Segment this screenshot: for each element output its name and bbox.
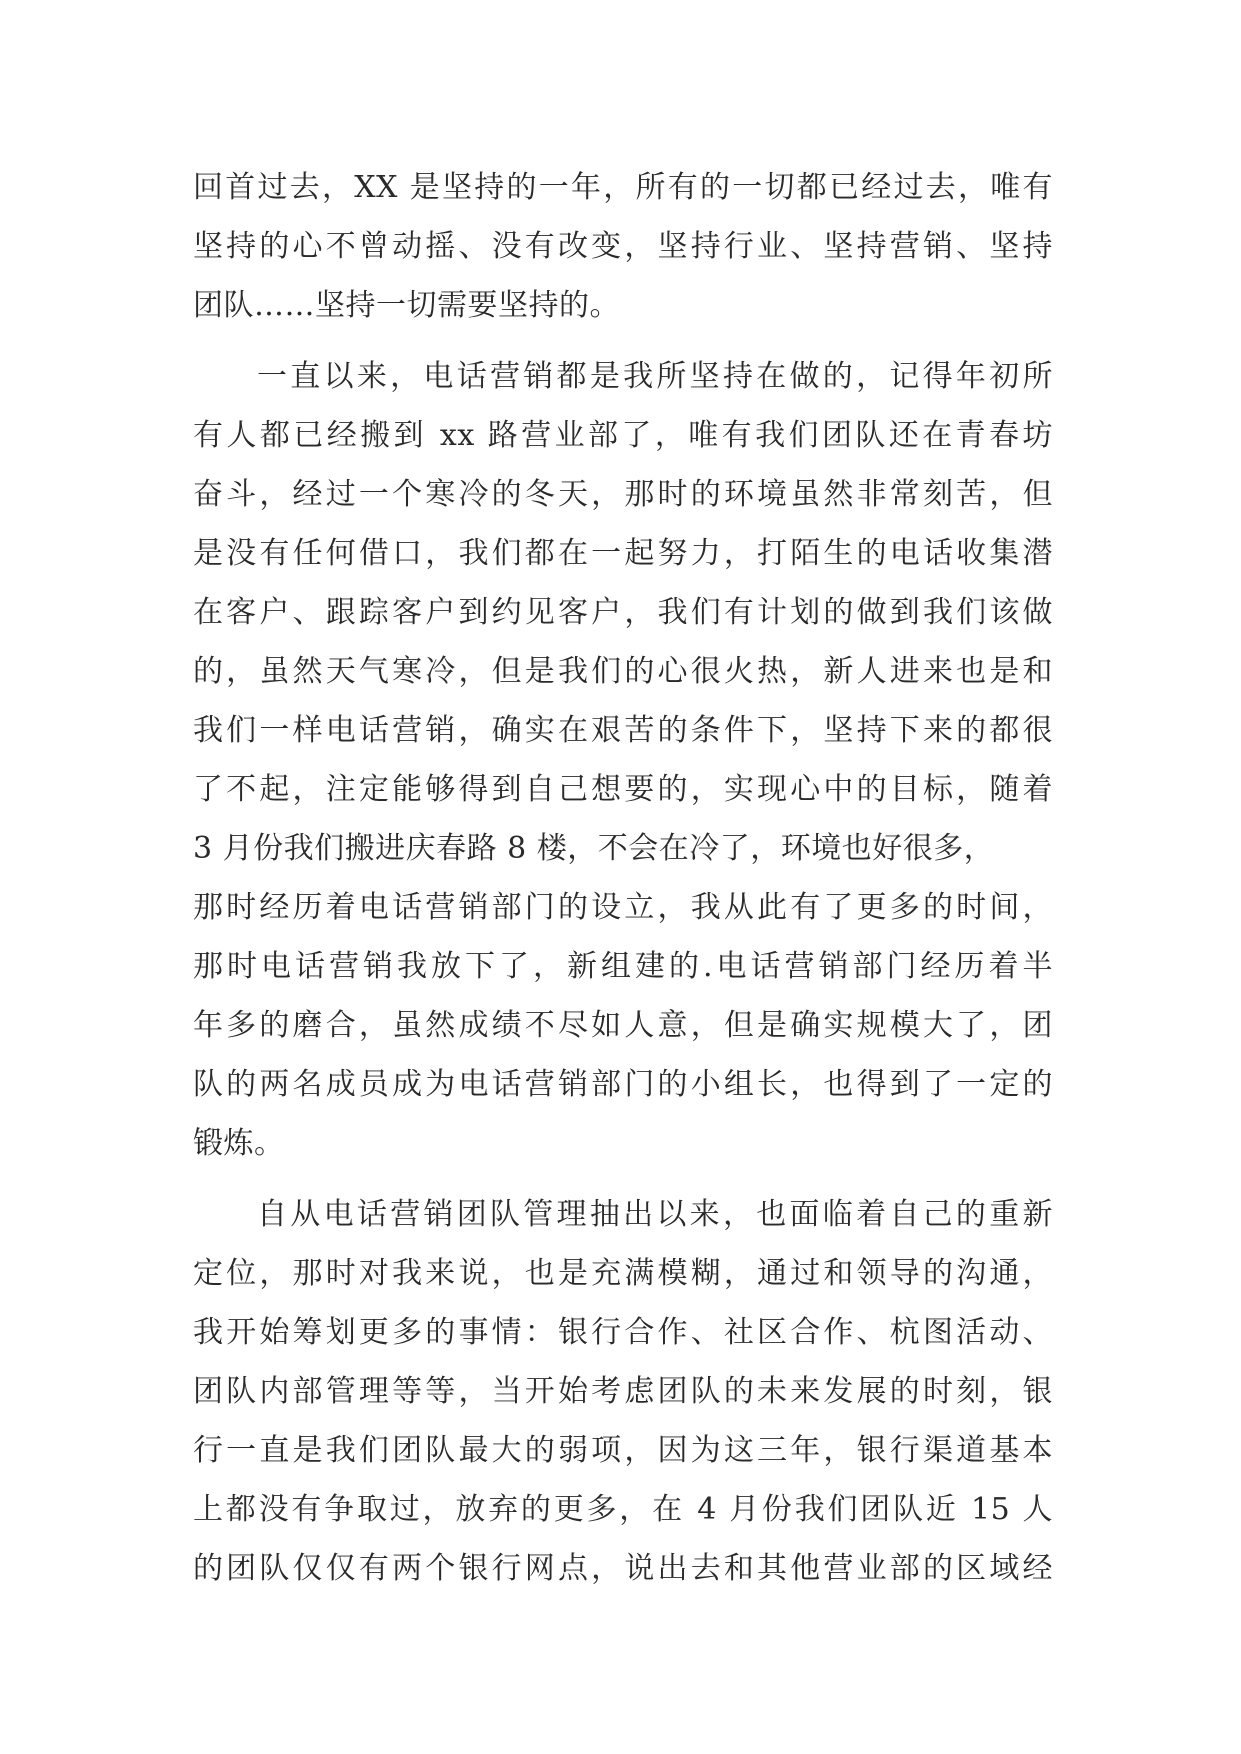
text-line: 自从电话营销团队管理抽出以来，也面临着自己的重新 [257, 1197, 1053, 1232]
text-line: 团队……坚持一切需要坚持的。 [193, 288, 620, 323]
text-line: 我们一样电话营销，确实在艰苦的条件下，坚持下来的都很 [193, 713, 1053, 748]
text-line: 那时电话营销我放下了，新组建的.电话营销部门经历着半 [193, 949, 1053, 984]
text-line: 锻炼。 [193, 1126, 285, 1161]
text-line: 有人都已经搬到 xx 路营业部了，唯有我们团队还在青春坊 [193, 418, 1053, 453]
text-line: 坚持的心不曾动摇、没有改变，坚持行业、坚持营销、坚持 [193, 229, 1053, 264]
text-line: 一直以来，电话营销都是我所坚持在做的，记得年初所 [257, 359, 1053, 394]
text-line: 定位，那时对我来说，也是充满模糊，通过和领导的沟通， [193, 1256, 1053, 1291]
text-line: 奋斗，经过一个寒冷的冬天，那时的环境虽然非常刻苦，但 [193, 477, 1053, 512]
text-line: 了不起，注定能够得到自己想要的，实现心中的目标，随着 [193, 772, 1053, 807]
text-line: 我开始筹划更多的事情：银行合作、社区合作、杭图活动、 [193, 1315, 1053, 1350]
text-line: 团队内部管理等等，当开始考虑团队的未来发展的时刻，银 [193, 1374, 1053, 1409]
text-line: 行一直是我们团队最大的弱项，因为这三年，银行渠道基本 [193, 1433, 1053, 1468]
text-line: 是没有任何借口，我们都在一起努力，打陌生的电话收集潜 [193, 536, 1053, 571]
text-line: 队的两名成员成为电话营销部门的小组长，也得到了一定的 [193, 1067, 1053, 1102]
paragraph-3 [193, 1185, 1053, 1598]
text-line: 的，虽然天气寒冷，但是我们的心很火热，新人进来也是和 [193, 654, 1053, 689]
text-line: 在客户、跟踪客户到约见客户，我们有计划的做到我们该做 [193, 595, 1053, 630]
paragraph-1 [193, 158, 1053, 335]
text-line: 年多的磨合，虽然成绩不尽如人意，但是确实规模大了，团 [193, 1008, 1053, 1043]
text-line: 回首过去，XX 是坚持的一年，所有的一切都已经过去，唯有 [193, 170, 1053, 205]
text-line: 上都没有争取过，放弃的更多，在 4 月份我们团队近 15 人 [193, 1492, 1053, 1527]
text-line: 3 月份我们搬进庆春路 8 楼，不会在冷了，环境也好很多， [193, 831, 995, 866]
document-body [193, 158, 1053, 1598]
text-line: 那时经历着电话营销部门的设立，我从此有了更多的时间， [193, 890, 1053, 925]
text-line: 的团队仅仅有两个银行网点，说出去和其他营业部的区域经 [193, 1551, 1053, 1586]
paragraph-2 [193, 347, 1053, 1173]
